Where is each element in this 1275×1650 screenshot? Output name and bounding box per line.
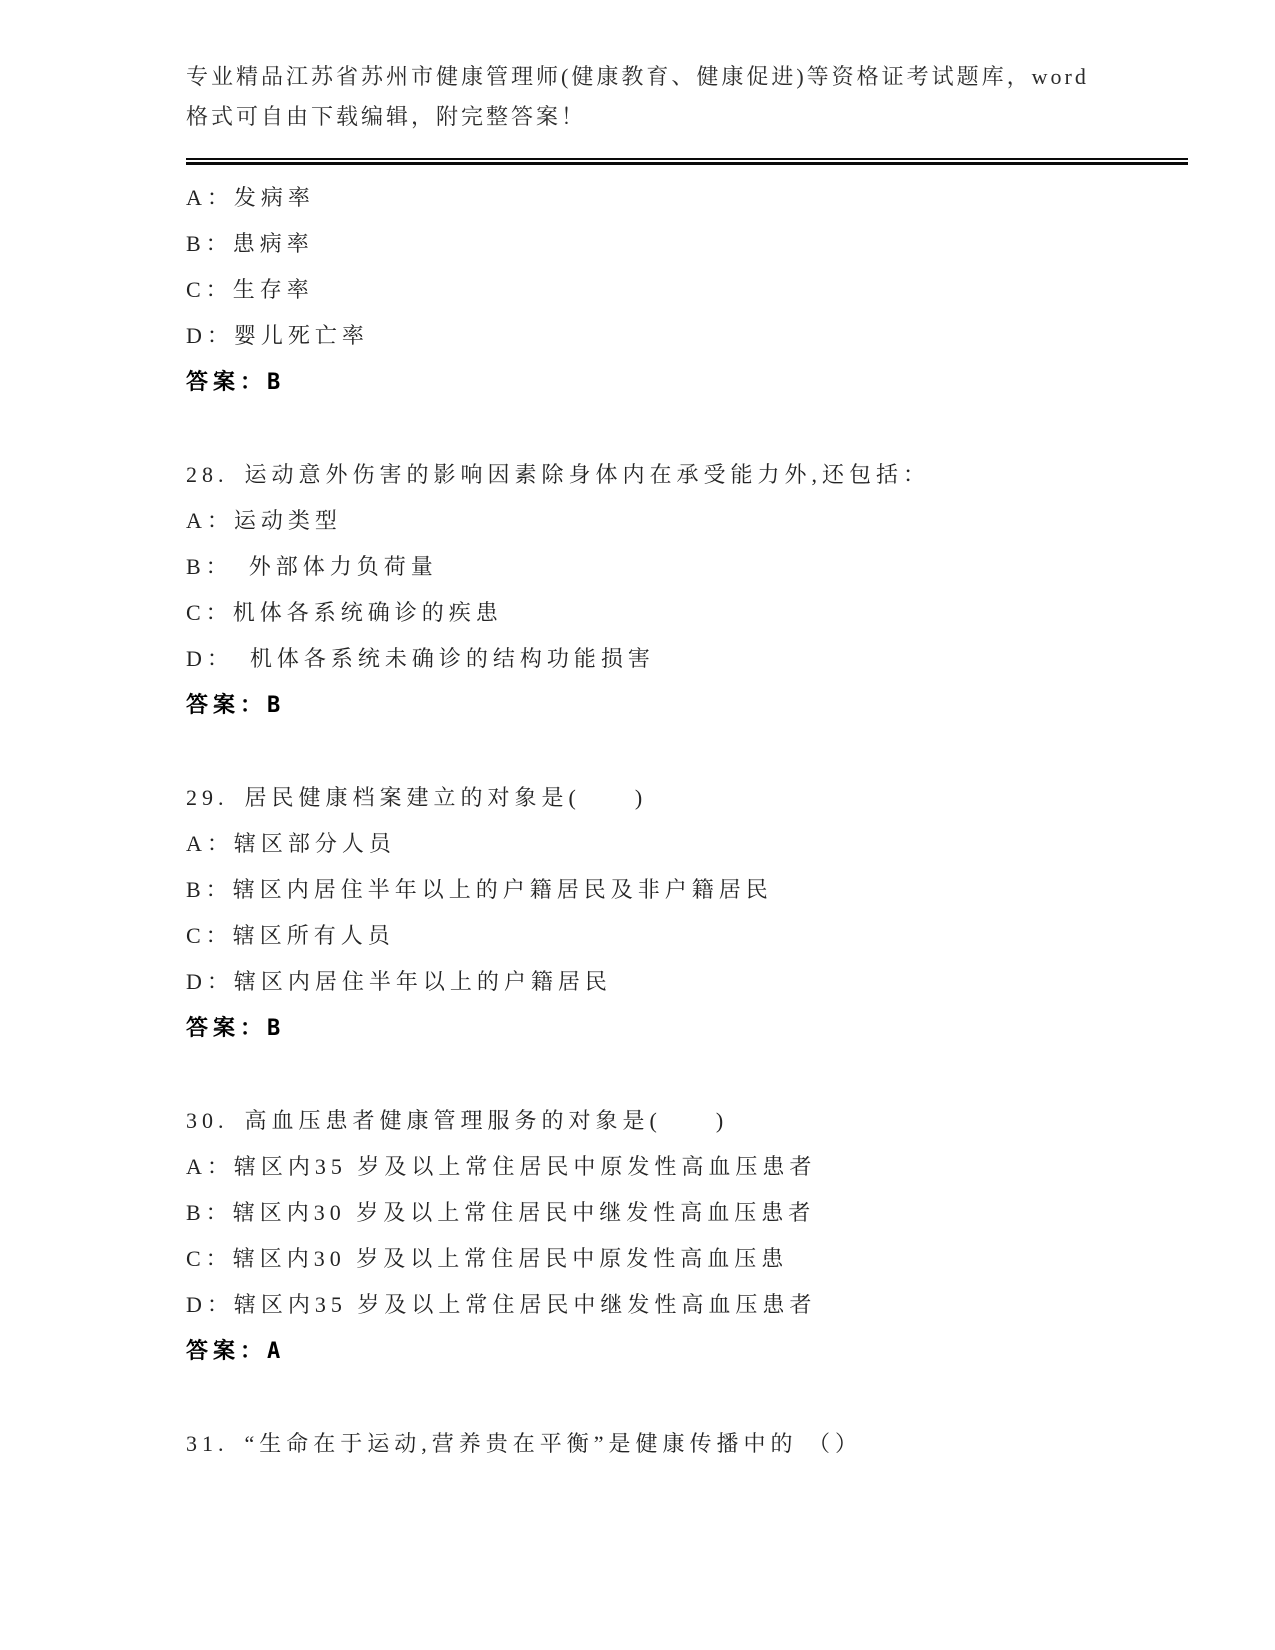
option-label: B： [186,877,233,902]
answer-label: 答案： [186,369,268,394]
option-line [186,313,1188,359]
option-line [186,1144,1188,1190]
header-line-2: 格式可自由下载编辑，附完整答案！ [186,104,587,129]
document-page [186,0,1188,1467]
option-line [186,221,1188,267]
answer-line [186,359,1188,406]
option-text: 发病率 [233,185,315,210]
question-block [186,175,1188,406]
question-text: 高血压患者健康管理服务的对象是( ) [244,1108,729,1133]
option-line [186,544,1188,590]
option-label: C： [186,277,233,302]
question-line [186,452,1188,498]
answer-line [186,1328,1188,1375]
question-block [186,775,1188,1052]
option-label: C： [186,600,233,625]
option-line [186,821,1188,867]
option-text: 辖区内35 岁及以上常住居民中继发性高血压患者 [233,1292,817,1317]
option-line [186,867,1188,913]
page-header [186,0,1188,137]
questions-container [186,175,1188,1467]
option-label: C： [186,923,233,948]
question-number: 31. [186,1431,229,1456]
option-label: D： [186,323,234,348]
header-line-1: 专业精品江苏省苏州市健康管理师(健康教育、健康促进)等资格证考试题库，word [186,64,1089,89]
option-text: 运动类型 [233,508,342,533]
option-label: B： [186,1200,233,1225]
option-text: 辖区部分人员 [233,831,396,856]
option-label: B： [186,554,222,579]
answer-line [186,1005,1188,1052]
question-line [186,775,1188,821]
option-text: 患病率 [232,231,314,256]
option-text: 婴儿死亡率 [233,323,369,348]
option-label: D： [186,969,234,994]
answer-label: 答案： [186,1338,268,1363]
option-line [186,1282,1188,1328]
option-line [186,267,1188,313]
question-line [186,1421,1188,1467]
option-line [186,959,1188,1005]
option-line [186,590,1188,636]
answer-label: 答案： [186,692,268,717]
answer-value: B [267,1016,281,1041]
option-text: 辖区内35 岁及以上常住居民中原发性高血压患者 [233,1154,817,1179]
option-label: A： [186,185,234,210]
option-line [186,913,1188,959]
option-line [186,175,1188,221]
option-text: 辖区内30 岁及以上常住居民中继发性高血压患者 [232,1200,816,1225]
question-text: 居民健康档案建立的对象是( ) [244,785,648,810]
question-block [186,1098,1188,1375]
question-text: “生命在于运动,营养贵在平衡”是健康传播中的 （） [244,1431,863,1456]
option-text: 外部体力负荷量 [221,554,438,579]
option-text: 辖区所有人员 [232,923,395,948]
option-line [186,1236,1188,1282]
option-text: 机体各系统确诊的疾患 [232,600,503,625]
option-label: A： [186,831,234,856]
question-block [186,452,1188,729]
option-label: A： [186,508,234,533]
option-label: A： [186,1154,234,1179]
option-text: 机体各系统未确诊的结构功能损害 [222,646,655,671]
question-number: 30. [186,1108,229,1133]
option-text: 辖区内30 岁及以上常住居民中原发性高血压患 [232,1246,789,1271]
option-text: 生存率 [232,277,314,302]
option-line [186,498,1188,544]
question-line [186,1098,1188,1144]
option-label: D： [186,646,223,671]
option-text: 辖区内居住半年以上的户籍居民 [233,969,612,994]
option-line [186,636,1188,682]
answer-value: B [267,693,281,718]
option-label: B： [186,231,233,256]
question-text: 运动意外伤害的影响因素除身体内在承受能力外,还包括： [244,462,931,487]
option-line [186,1190,1188,1236]
question-number: 29. [186,785,229,810]
question-number: 28. [186,462,229,487]
header-divider [186,158,1188,165]
option-label: C： [186,1246,233,1271]
answer-value: B [267,370,281,395]
option-label: D： [186,1292,234,1317]
option-text: 辖区内居住半年以上的户籍居民及非户籍居民 [232,877,773,902]
answer-line [186,682,1188,729]
question-block [186,1421,1188,1467]
answer-value: A [267,1339,281,1364]
answer-label: 答案： [186,1015,268,1040]
